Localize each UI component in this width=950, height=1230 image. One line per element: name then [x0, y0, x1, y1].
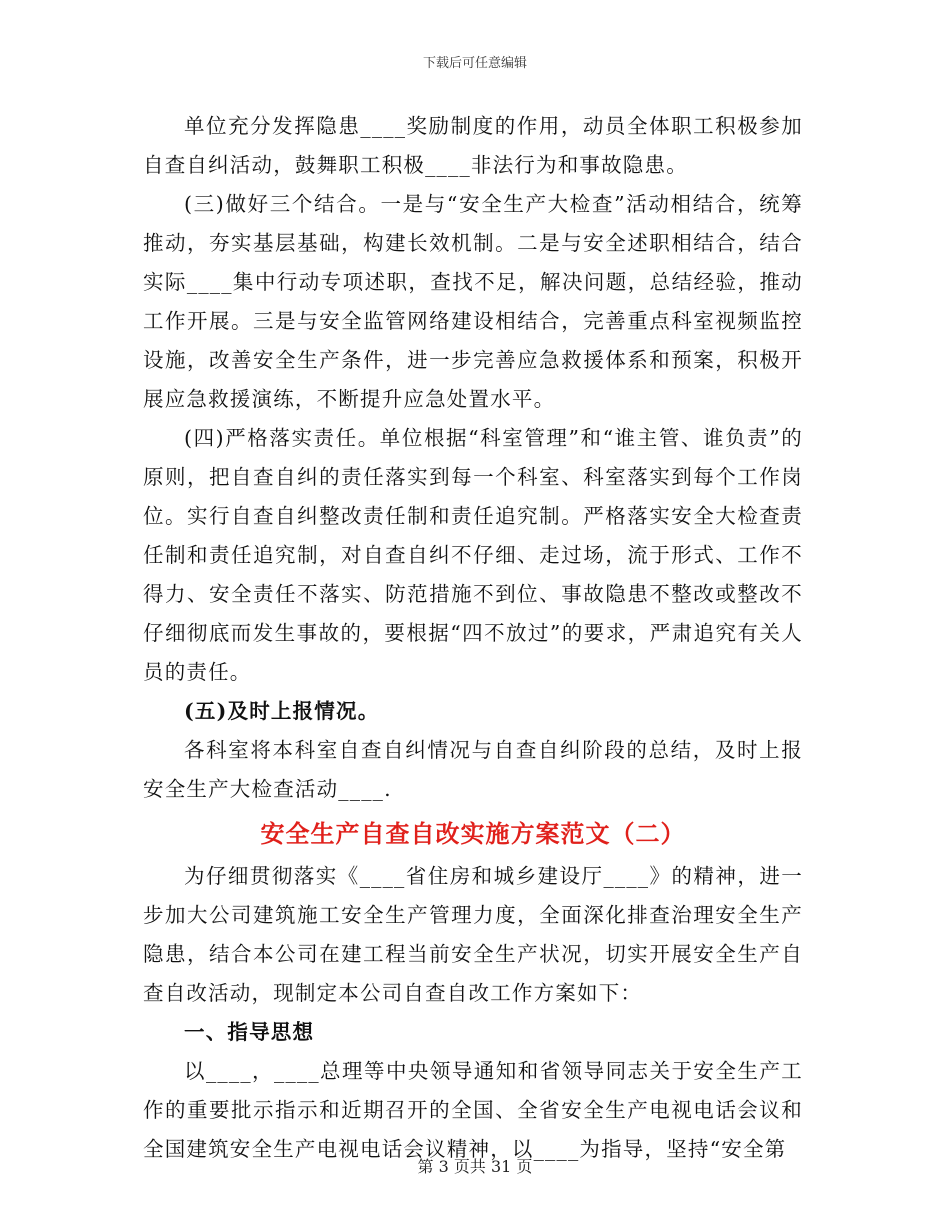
paragraph: 为仔细贯彻落实《____省住房和城乡建设厅____》的精神，进一步加大公司建筑施工安全生产管理力度，全面深化排查治理安全生产隐患，结合本公司在建工程当前安全生产状况，切实开展安全生产自查自改活动，现制定本公司自查自改工作方案如下： — [143, 864, 803, 1005]
document-body — [143, 107, 803, 1169]
paragraph: 以____，____总理等中央领导通知和省领导同志关于安全生产工作的重要批示指示和近期召开的全国、全省安全生产电视电话会议和全国建筑安全生产电视电话会议精神，以____为指导，坚持“安全第 — [143, 1059, 803, 1161]
page-footer: 第 3 页共 31 页 — [417, 1157, 533, 1176]
section-title: 安全生产自查自改实施方案范文（二） — [260, 820, 686, 848]
page-header: 下载后可任意编辑 — [422, 56, 527, 71]
paragraph: 单位充分发挥隐患____奖励制度的作用，动员全体职工积极参加自查自纠活动，鼓舞职工积极____非法行为和事故隐患。 — [143, 114, 803, 177]
subheading: 一、指导思想 — [184, 1020, 315, 1044]
paragraph: 各科室将本科室自查自纠情况与自查自纠阶段的总结，及时上报安全生产大检查活动____. — [143, 738, 803, 801]
paragraph: (三)做好三个结合。一是与“安全生产大检查”活动相结合，统筹推动，夯实基层基础，构建长效机制。二是与安全述职相结合，结合实际____集中行动专项述职，查找不足，解决问题，总结经验，推动工作开展。三是与安全监管网络建设相结合，完善重点科室视频监控设施，改善安全生产条件，进一步完善应急救援体系和预案，积极开展应急救援演练，不断提升应急处置水平。 — [143, 192, 803, 411]
subheading: (五)及时上报情况。 — [184, 699, 380, 723]
paragraph: (四)严格落实责任。单位根据“科室管理”和“谁主管、谁负责”的原则，把自查自纠的责任落实到每一个科室、科室落实到每个工作岗位。实行自查自纠整改责任制和责任追究制。严格落实安全大检查责任制和责任追究制，对自查自纠不仔细、走过场，流于形式、工作不得力、安全责任不落实、防范措施不到位、事故隐患不整改或整改不仔细彻底而发生事故的，要根据“四不放过”的要求，严肃追究有关人员的责任。 — [143, 426, 803, 684]
